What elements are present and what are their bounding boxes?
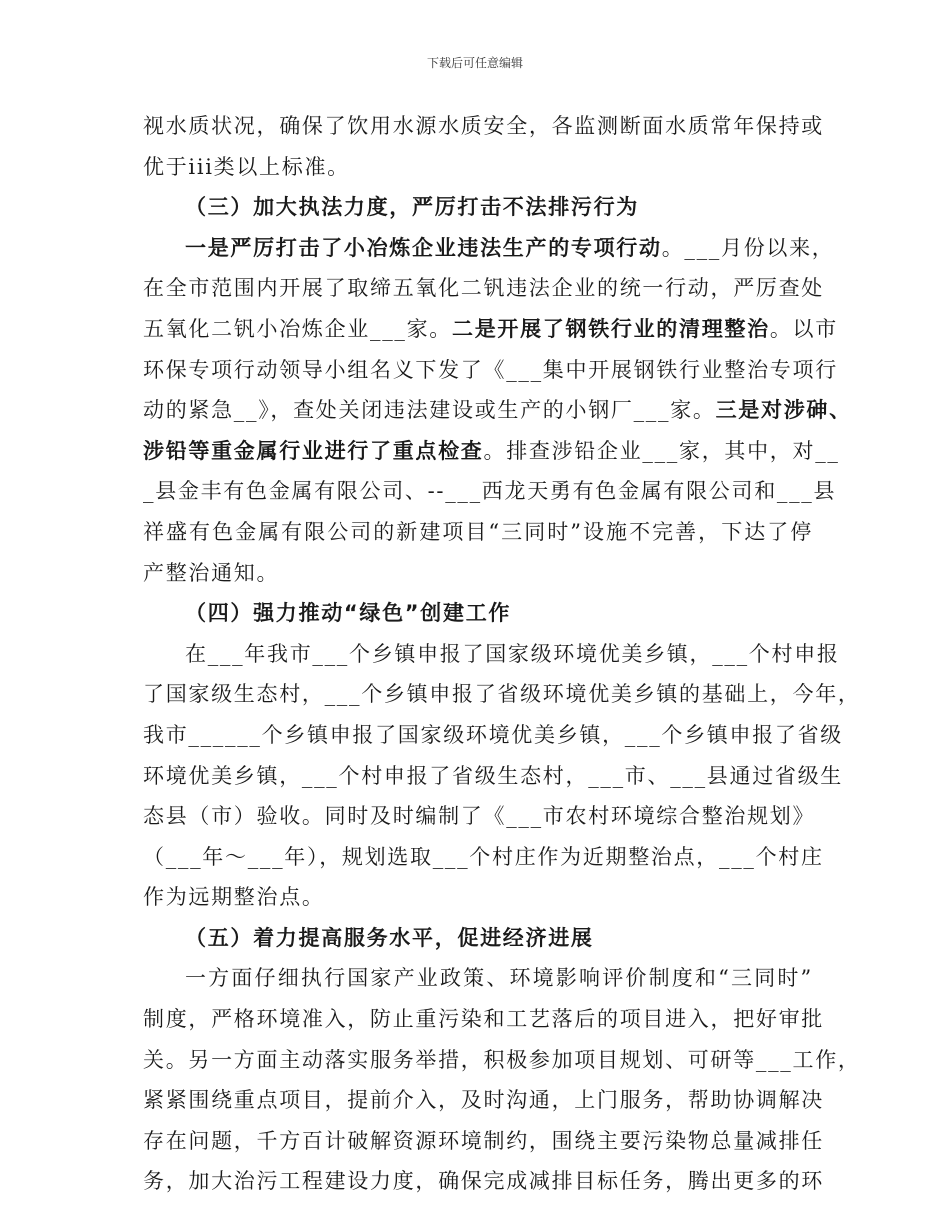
paragraph-first-line <box>143 228 835 269</box>
text-run: _县金丰有色金属有限公司、--___西龙天勇有色金属有限公司和___县 <box>143 479 837 504</box>
bold-text: 三是对涉砷、 <box>715 398 852 423</box>
text-run: 视水质状况，确保了饮用水源水质安全，各监测断面水质常年保持或 <box>143 114 824 138</box>
text-run: 优于iii类以上标准。 <box>143 154 350 179</box>
section-heading <box>143 593 813 634</box>
paragraph-first-line <box>143 958 813 999</box>
text-line <box>143 674 861 715</box>
bold-text: 一是严厉打击了小冶炼企业违法生产的专项行动 <box>185 235 662 260</box>
text-run: 产整治通知。 <box>143 560 280 585</box>
text-run: 了国家级生态村，___个乡镇申报了省级环境优美乡镇的基础上，今年， <box>143 682 861 707</box>
text-line <box>143 1080 824 1121</box>
text-run: 存在问题，千方百计破解资源环境制约，围绕主要污染物总量减排任 <box>143 1128 824 1153</box>
text-run: 环境优美乡镇，___个村申报了省级生态村，___市、___县通过省级生 <box>143 763 843 788</box>
bold-text: 涉铅等重金属行业进行了重点检查 <box>143 438 484 463</box>
text-line <box>143 715 843 756</box>
text-run: 作为远期整治点。 <box>143 885 325 910</box>
paragraph-first-line <box>143 634 840 675</box>
paragraph-last-line <box>143 553 813 594</box>
text-line <box>143 837 824 878</box>
text-run: （四）强力推动“绿色”创建工作 <box>185 601 512 626</box>
text-run: 紧紧围绕重点项目，提前介入，及时沟通，上门服务，帮助协调解决 <box>143 1088 824 1113</box>
section-heading <box>143 918 813 959</box>
paragraph-last-line <box>143 877 813 918</box>
text-run: （三）加大执法力度，严厉打击不法排污行为 <box>185 195 639 220</box>
text-line <box>143 796 816 837</box>
document-body <box>143 106 861 1202</box>
text-line <box>143 1040 861 1081</box>
text-line <box>143 512 813 553</box>
text-line <box>143 471 837 512</box>
text-run: （五）着力提高服务水平，促进经济进展 <box>185 925 594 950</box>
text-run: 务，加大治污工程建设力度，确保完成减排目标任务，腾出更多的环 <box>143 1169 824 1194</box>
text-run: 态县（市）验收。同时及时编制了《___市农村环境综合整治规划》 <box>143 804 816 829</box>
text-run: 在全市范围内开展了取缔五氧化二钒违法企业的统一行动，严厉查处 <box>143 276 824 301</box>
page-header: 下载后可任意编辑 <box>426 56 523 70</box>
text-run: 环保专项行动领导小组名义下发了《___集中开展钢铁行业整治专项行 <box>143 357 838 382</box>
text-run: 五氧化二钒小冶炼企业___家。 <box>143 316 452 341</box>
text-run: 关。另一方面主动落实服务举措，积极参加项目规划、可研等___工作， <box>143 1047 861 1072</box>
text-run: 。以市 <box>769 316 838 341</box>
text-run: 我市______个乡镇申报了国家级环境优美乡镇，___个乡镇申报了省级 <box>143 722 843 747</box>
text-run: 。___月份以来， <box>661 235 835 260</box>
text-line <box>143 999 824 1040</box>
bold-text: 二是开展了钢铁行业的清理整治 <box>452 316 770 341</box>
text-line <box>143 431 840 472</box>
text-run: （___年～___年），规划选取___个村庄作为近期整治点，___个村庄 <box>143 844 824 869</box>
text-line <box>143 390 852 431</box>
text-line <box>143 350 838 391</box>
text-run: 制度，严格环境准入，防止重污染和工艺落后的项目进入，把好审批 <box>143 1007 824 1032</box>
paragraph-last-line <box>143 147 813 188</box>
text-run: 一方面仔细执行国家产业政策、环境影响评价制度和“三同时” <box>185 966 813 991</box>
text-line <box>143 1161 824 1202</box>
section-heading <box>143 187 813 228</box>
text-run: 动的紧急__》，查处关闭违法建设或生产的小钢厂___家。 <box>143 398 716 423</box>
text-line <box>143 1121 824 1162</box>
text-run: 。排查涉铅企业___家，其中，对__ <box>483 438 840 463</box>
text-line <box>143 106 824 147</box>
text-run: 祥盛有色金属有限公司的新建项目“三同时”设施不完善，下达了停 <box>143 519 813 544</box>
text-line <box>143 268 824 309</box>
text-line <box>143 756 843 797</box>
text-run: 在___年我市___个乡镇申报了国家级环境优美乡镇，___个村申报 <box>185 641 840 666</box>
text-line <box>143 309 838 350</box>
